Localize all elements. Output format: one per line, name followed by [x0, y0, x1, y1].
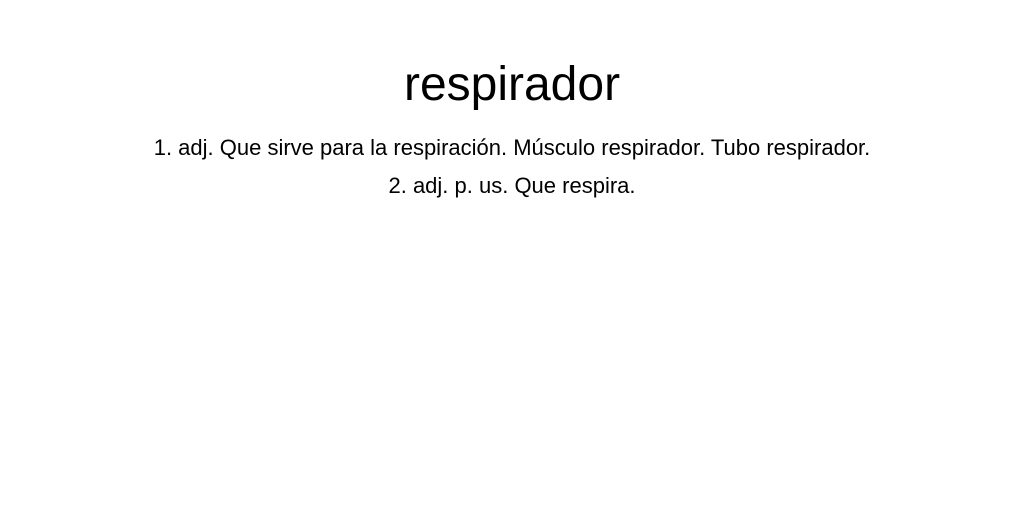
definition-2: 2. adj. p. us. Que respira.: [388, 173, 636, 198]
definition-1: 1. adj. Que sirve para la respiración. Músculo respirador. Tubo respirador.: [153, 135, 871, 160]
headword: respirador: [403, 58, 621, 111]
definition-list: [0, 129, 1024, 205]
